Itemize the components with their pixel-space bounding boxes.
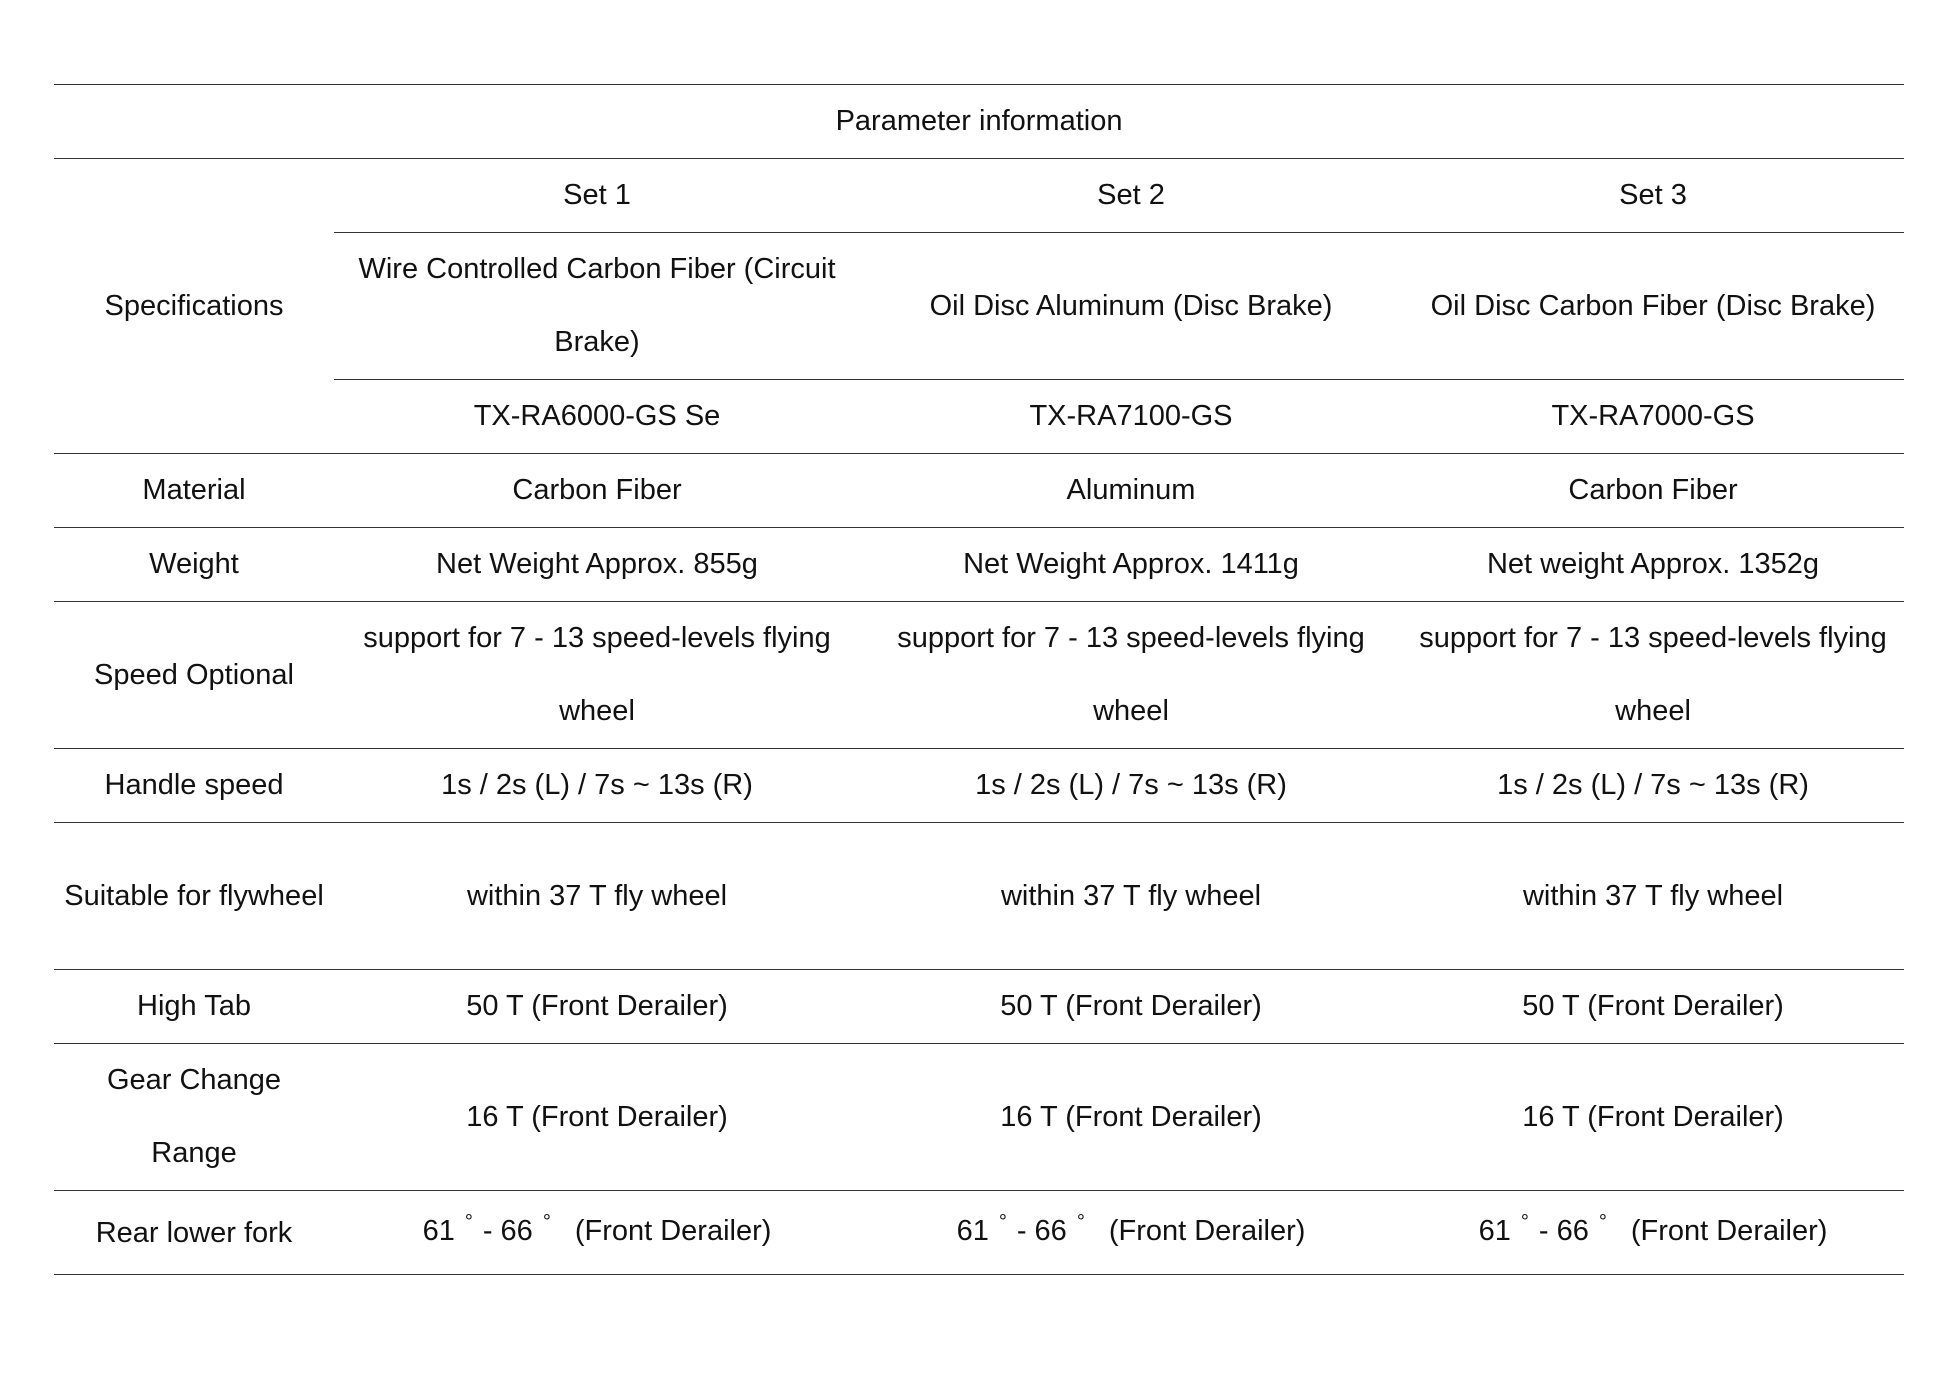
rear-fork-note: (Front Derailer) [1630,1215,1828,1247]
rear-lower-fork-row [54,1191,1904,1275]
speed-optional-set-2-text: support for 7 - 13 speed-levels flying wheel [897,622,1365,727]
set-1-header: Set 1 [334,159,860,233]
handle-speed-set-1: 1s / 2s (L) / 7s ~ 13s (R) [334,749,860,823]
sets-header-row [54,159,1904,233]
rear-fork-from: 61 [422,1215,455,1247]
degree-symbol: ° [542,1211,551,1233]
high-tab-set-3: 50 T (Front Derailer) [1402,970,1904,1044]
set-1-model: TX-RA6000-GS Se [334,380,860,454]
high-tab-row [54,970,1904,1044]
speed-optional-set-3 [1402,602,1904,749]
rear-fork-to: - 66 [1016,1215,1067,1247]
set-1-type [334,233,860,380]
material-set-1: Carbon Fiber [334,454,860,528]
degree-symbol: ° [1520,1211,1529,1233]
weight-set-2: Net Weight Approx. 1411g [860,528,1402,602]
table-title: Parameter information [54,85,1904,159]
set-2-type-text: Oil Disc Aluminum (Disc Brake) [929,289,1333,322]
material-label: Material [54,454,334,528]
speed-optional-set-3-text: support for 7 - 13 speed-levels flying wheel [1419,622,1887,727]
set-2-model: TX-RA7100-GS [860,380,1402,454]
rear-lower-fork-set-1 [334,1191,860,1275]
rear-fork-note: (Front Derailer) [574,1215,772,1247]
gear-change-range-row [54,1044,1904,1191]
rear-fork-to: - 66 [1538,1215,1589,1247]
gear-change-range-set-3: 16 T (Front Derailer) [1402,1044,1904,1191]
material-set-2: Aluminum [860,454,1402,528]
rear-fork-note: (Front Derailer) [1108,1215,1306,1247]
rear-fork-to: - 66 [482,1215,533,1247]
high-tab-label: High Tab [54,970,334,1044]
speed-optional-set-1-text: support for 7 - 13 speed-levels flying wheel [363,622,831,727]
degree-symbol: ° [464,1211,473,1233]
suitable-flywheel-row [54,823,1904,970]
handle-speed-set-3: 1s / 2s (L) / 7s ~ 13s (R) [1402,749,1904,823]
weight-set-1: Net Weight Approx. 855g [334,528,860,602]
rear-fork-from: 61 [1478,1215,1511,1247]
high-tab-set-2: 50 T (Front Derailer) [860,970,1402,1044]
speed-optional-set-2 [860,602,1402,749]
set-3-type [1402,233,1904,380]
set-2-header: Set 2 [860,159,1402,233]
speed-optional-label: Speed Optional [54,602,334,749]
degree-symbol: ° [1598,1211,1607,1233]
specifications-label: Specifications [54,159,334,454]
rear-fork-from: 61 [956,1215,989,1247]
set-2-type [860,233,1402,380]
set-3-type-text: Oil Disc Carbon Fiber (Disc Brake) [1430,289,1876,322]
gear-change-range-label [54,1044,334,1191]
weight-row [54,528,1904,602]
speed-optional-row [54,602,1904,749]
handle-speed-set-2: 1s / 2s (L) / 7s ~ 13s (R) [860,749,1402,823]
rear-lower-fork-label: Rear lower fork [54,1191,334,1275]
material-set-3: Carbon Fiber [1402,454,1904,528]
material-row [54,454,1904,528]
suitable-flywheel-label [54,823,334,970]
weight-set-3: Net weight Approx. 1352g [1402,528,1904,602]
suitable-flywheel-set-2: within 37 T fly wheel [860,823,1402,970]
gear-change-range-label-text: Gear Change Range [106,1064,282,1169]
suitable-flywheel-set-3: within 37 T fly wheel [1402,823,1904,970]
rear-lower-fork-set-2 [860,1191,1402,1275]
table-title-row [54,85,1904,159]
degree-symbol: ° [1076,1211,1085,1233]
rear-lower-fork-set-3 [1402,1191,1904,1275]
degree-symbol: ° [998,1211,1007,1233]
handle-speed-row [54,749,1904,823]
suitable-flywheel-label-text: Suitable for flywheel [64,879,324,912]
gear-change-range-set-2: 16 T (Front Derailer) [860,1044,1402,1191]
parameter-table-container [54,84,1904,1275]
weight-label: Weight [54,528,334,602]
set-3-header: Set 3 [1402,159,1904,233]
gear-change-range-set-1: 16 T (Front Derailer) [334,1044,860,1191]
set-1-type-text: Wire Controlled Carbon Fiber (Circuit Brake) [358,253,836,358]
suitable-flywheel-set-1: within 37 T fly wheel [334,823,860,970]
parameter-table [54,84,1904,1275]
set-3-model: TX-RA7000-GS [1402,380,1904,454]
high-tab-set-1: 50 T (Front Derailer) [334,970,860,1044]
speed-optional-set-1 [334,602,860,749]
handle-speed-label: Handle speed [54,749,334,823]
